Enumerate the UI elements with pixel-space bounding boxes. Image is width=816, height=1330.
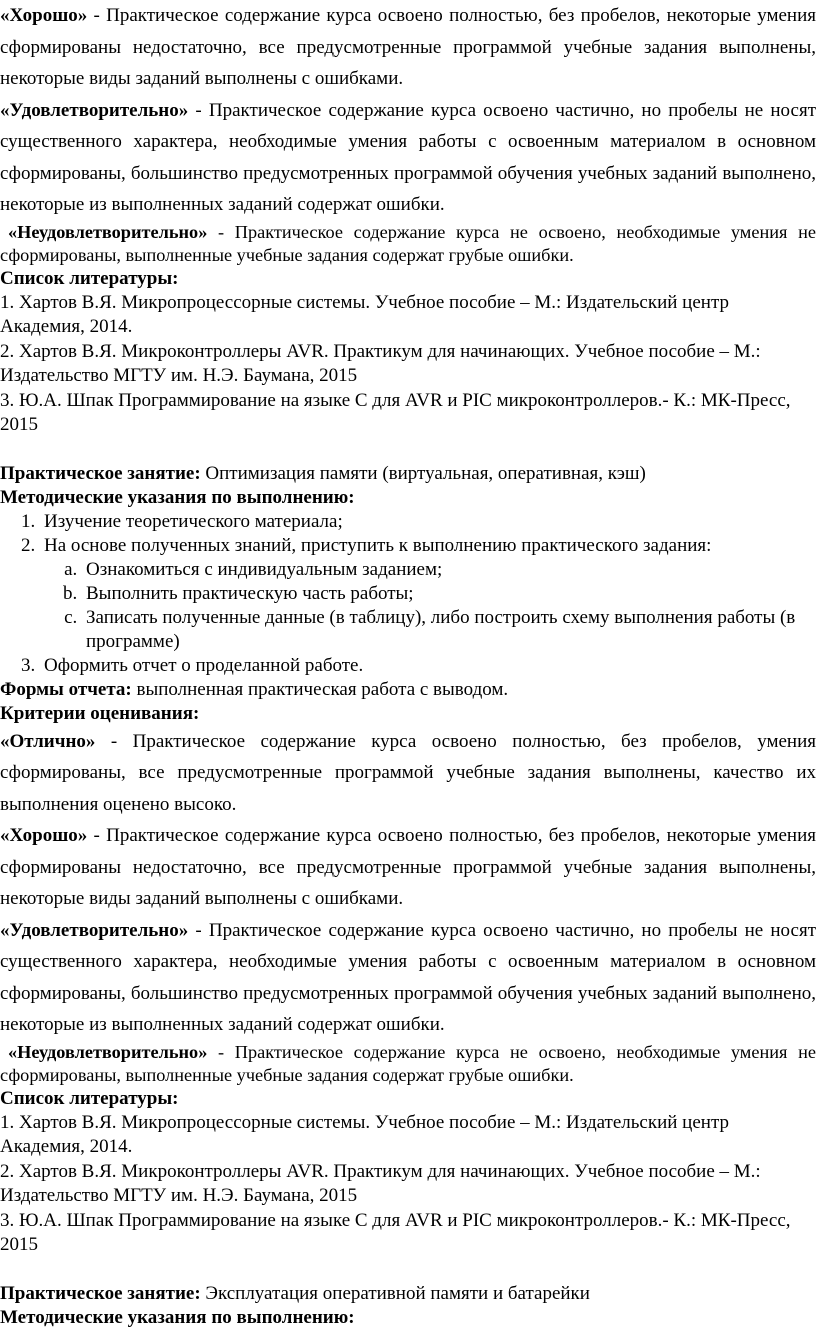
reference-item: 2. Хартов В.Я. Микроконтроллеры AVR. Практикум для начинающих. Учебное пособие – М.: Издательство МГТУ им. Н.Э. Баумана, 2015 <box>0 340 761 386</box>
practice-topic: Оптимизация памяти (виртуальная, оперативная, кэш) <box>200 462 646 484</box>
step-item: 3. Оформить отчет о проделанной работе. <box>40 654 816 678</box>
practice-label: Практическое занятие: <box>0 462 201 484</box>
report-text: выполненная практическая работа с выводом. <box>131 678 509 700</box>
reference-item: 1. Хартов В.Я. Микропроцессорные системы. Учебное пособие – М.: Издательский центр Академия, 2014. <box>0 291 729 337</box>
grade-unsatisfactory <box>0 1041 816 1087</box>
grade-term: «Удовлетворительно» <box>0 99 189 121</box>
criteria-heading: Критерии оценивания: <box>0 702 200 724</box>
grade-text: - Практическое содержание курса освоено полностью, без пробелов, некоторые умения сформированы недостаточно, все предусмотренные программой учебные задания выполнены, некоторые виды заданий выполнены с ошибками. <box>0 825 816 909</box>
step-item: 2. На основе полученных знаний, приступить к выполнению практического задания: a. Ознакомиться с индивидуальным заданием; b. Выполнить практическую часть работы; c. Записать полученные данные (в таблицу), либо построить схему выполнения работы (в программе) <box>40 534 816 654</box>
reference-item: 1. Хартов В.Я. Микропроцессорные системы. Учебное пособие – М.: Издательский центр Академия, 2014. <box>0 1111 729 1157</box>
practice-topic: Эксплуатация оперативной памяти и батарейки <box>200 1282 590 1304</box>
method-heading: Методические указания по выполнению: <box>0 1306 355 1328</box>
substep-item: b. Выполнить практическую часть работы; <box>82 582 816 606</box>
grade-excellent <box>0 726 816 821</box>
grade-term: «Хорошо» <box>0 825 88 846</box>
grade-term: «Неудовлетворительно» <box>8 1041 208 1062</box>
step-item: 1. Изучение теоретического материала; <box>40 510 816 534</box>
report-form <box>0 678 816 702</box>
reference-item: 3. Ю.А. Шпак Программирование на языке С для AVR и PIC микроконтроллеров.- К.: МК-Пресс, 2015 <box>0 1209 791 1255</box>
reference-item: 3. Ю.А. Шпак Программирование на языке С для AVR и PIC микроконтроллеров.- К.: МК-Пресс, 2015 <box>0 389 791 435</box>
method-heading: Методические указания по выполнению: <box>0 486 355 508</box>
grade-text: - Практическое содержание курса освоено полностью, без пробелов, некоторые умения сформированы недостаточно, все предусмотренные программой учебные задания выполнены, некоторые виды заданий выполнены с ошибками. <box>0 5 816 89</box>
substeps-list <box>44 558 816 654</box>
grade-unsatisfactory <box>0 221 816 267</box>
grade-good <box>0 0 816 95</box>
references-heading: Список литературы: <box>0 267 179 289</box>
practice-label: Практическое занятие: <box>0 1282 201 1304</box>
practice-title <box>0 1282 816 1306</box>
grade-term: «Удовлетворительно» <box>0 919 189 941</box>
grade-text: - Практическое содержание курса не освоено, необходимые умения не сформированы, выполненные учебные задания содержат грубые ошибки. <box>0 221 816 265</box>
grade-term: «Хорошо» <box>0 5 88 26</box>
grade-term: «Отлично» <box>0 730 96 752</box>
grade-term: «Неудовлетворительно» <box>8 221 208 242</box>
grade-satisfactory <box>0 95 816 221</box>
substep-item: a. Ознакомиться с индивидуальным заданием; <box>82 558 816 582</box>
references-heading: Список литературы: <box>0 1087 179 1109</box>
grade-text: - Практическое содержание курса не освоено, необходимые умения не сформированы, выполненные учебные задания содержат грубые ошибки. <box>0 1041 816 1085</box>
steps-list <box>0 510 816 678</box>
substep-item: c. Записать полученные данные (в таблицу), либо построить схему выполнения работы (в программе) <box>82 606 816 654</box>
report-label: Формы отчета: <box>0 678 132 700</box>
grade-text: - Практическое содержание курса освоено полностью, без пробелов, умения сформированы, все предусмотренные программой учебные задания выполнены, качество их выполнения оценено высоко. <box>0 730 816 815</box>
grade-satisfactory <box>0 915 816 1041</box>
grade-text: - Практическое содержание курса освоено частично, но пробелы не носят существенного характера, необходимые умения работы с освоенным материалом в основном сформированы, большинство предусмотренных программой обучения учебных заданий выполнено, некоторые из выполненных заданий содержат ошибки. <box>0 99 816 215</box>
practice-title <box>0 462 816 486</box>
reference-item: 2. Хартов В.Я. Микроконтроллеры AVR. Практикум для начинающих. Учебное пособие – М.: Издательство МГТУ им. Н.Э. Баумана, 2015 <box>0 1160 761 1206</box>
grade-good <box>0 820 816 915</box>
grade-text: - Практическое содержание курса освоено частично, но пробелы не носят существенного характера, необходимые умения работы с освоенным материалом в основном сформированы, большинство предусмотренных программой обучения учебных заданий выполнено, некоторые из выполненных заданий содержат ошибки. <box>0 919 816 1035</box>
